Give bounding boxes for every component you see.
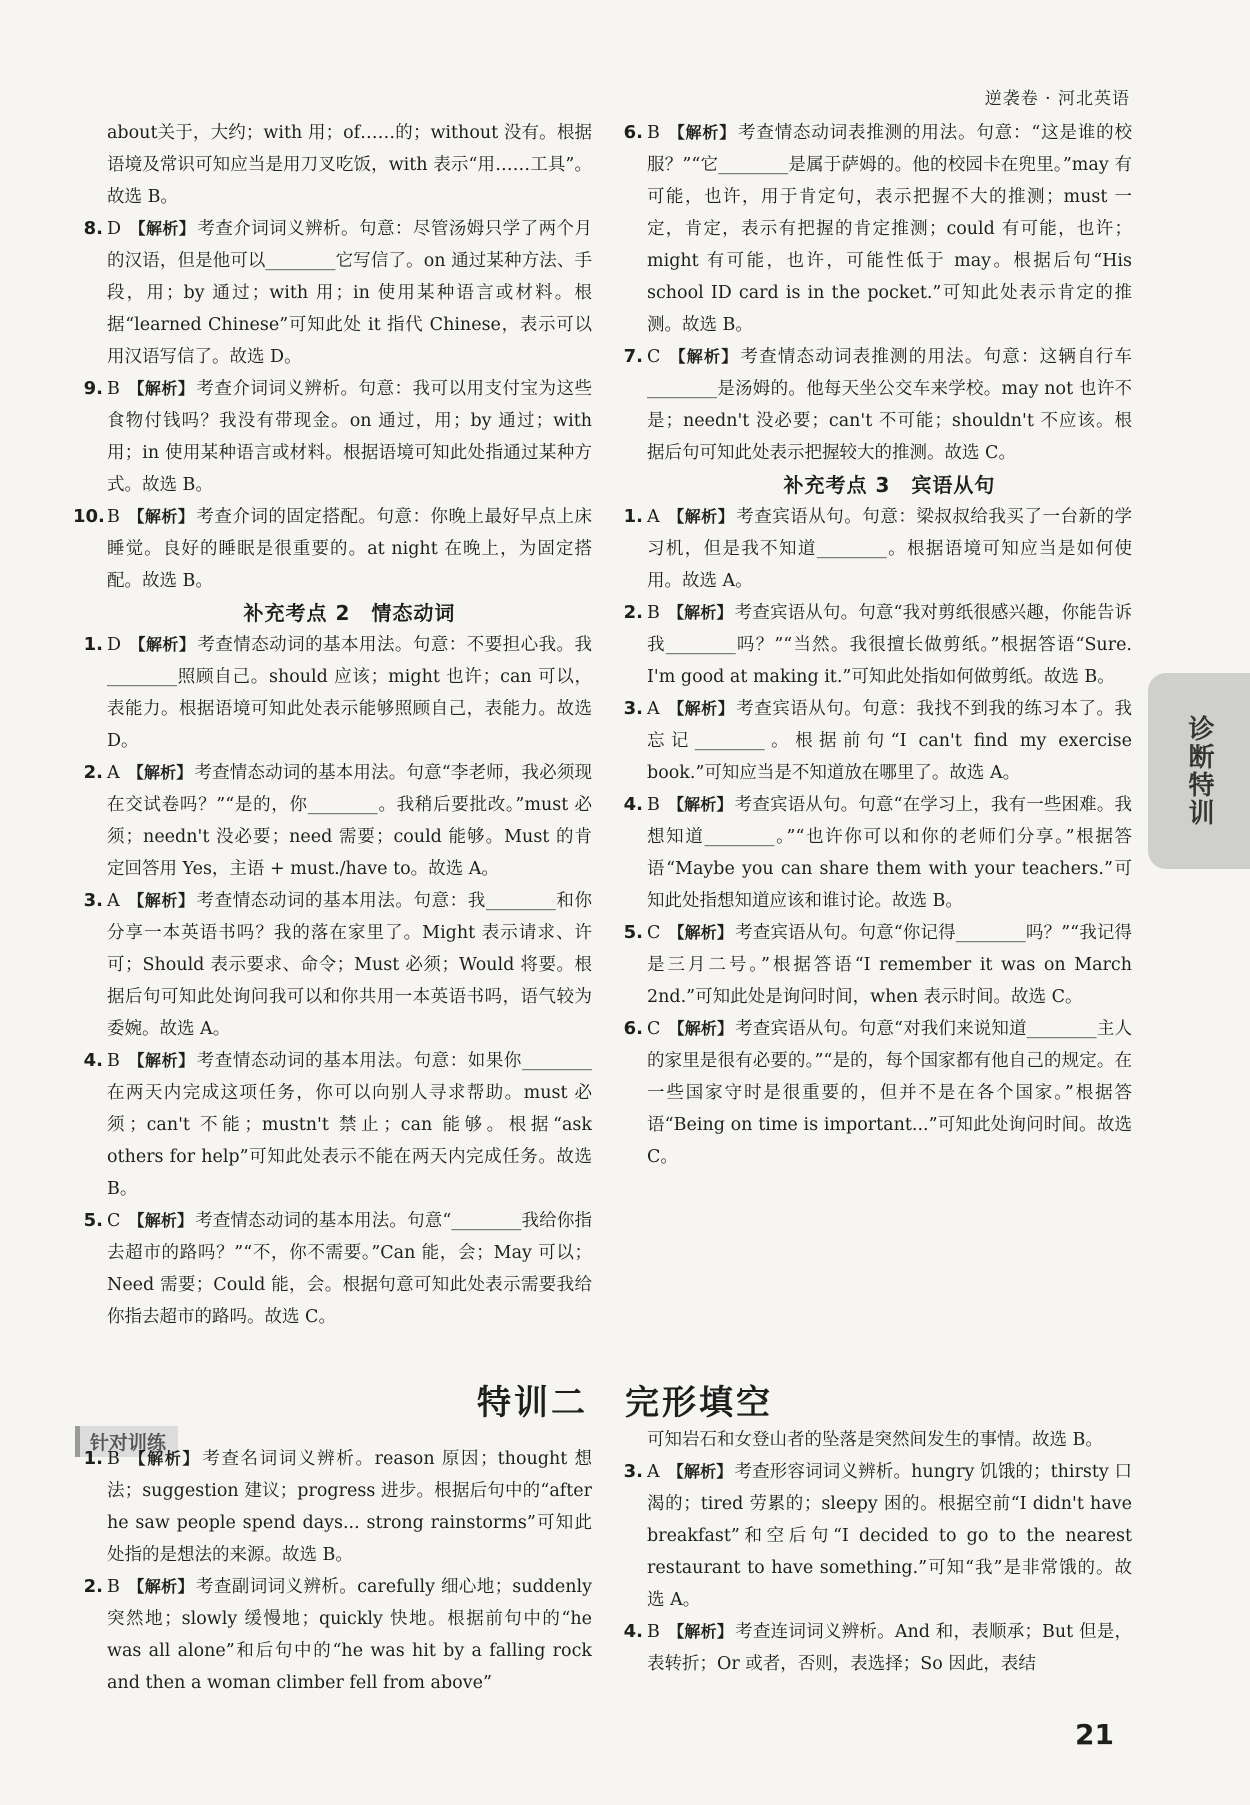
- analysis-tag: 【解析】: [667, 795, 733, 814]
- item-number: 6.: [623, 122, 643, 143]
- item-text: 考查宾语从句。句意：我找不到我的练习本了。我忘记________。根据前句“I can't find my exercise book.”可知应当是不知道放在哪里了。故选 A。: [647, 699, 1132, 783]
- item-number: 4.: [623, 1621, 643, 1642]
- answer-letter: A: [647, 507, 660, 527]
- answer-item: [623, 1456, 1132, 1616]
- item-number: 3.: [623, 698, 643, 719]
- answer-letter: B: [647, 123, 660, 143]
- answer-letter: C: [647, 1019, 661, 1039]
- item-number: 2.: [83, 762, 103, 783]
- item-text: 考查宾语从句。句意“你记得________吗？”“我记得是三月二号。”根据答语“I remember it was on March 2nd.”可知此处是询问时间，when 表示时间。故选 C。: [647, 923, 1132, 1007]
- analysis-tag: 【解析】: [668, 347, 739, 366]
- answer-item: [623, 693, 1132, 789]
- item-number: 4.: [83, 1050, 103, 1071]
- item-text: 考查宾语从句。句意：梁叔叔给我买了一台新的学习机，但是我不知道________。根据语境可知应当是如何使用。故选 A。: [647, 507, 1132, 591]
- analysis-tag: 【解析】: [668, 923, 734, 942]
- right-column-top: [623, 117, 1132, 1173]
- answer-letter: C: [107, 1211, 121, 1231]
- item-text: 考查情态动词的基本用法。句意“李老师，我必须现在交试卷吗？”“是的，你________。我稍后要批改。”must 必须；needn't 没必要；need 需要；could 能够。Must 的肯定回答用 Yes，主语 + must./have to。故选 A。: [107, 763, 592, 879]
- item-text: 考查介词词义辨析。句意：尽管汤姆只学了两个月的汉语，但是他可以________它写信了。on 通过某种方法、手段，用；by 通过；with 用；in 使用某种语言或材料。根据“learned Chinese”可知此处 it 指代 Chinese，表示可以用汉语写信了。故选 D。: [107, 219, 592, 367]
- answer-item: [623, 597, 1132, 693]
- answer-letter: B: [107, 1577, 120, 1597]
- answer-item: [83, 213, 592, 373]
- analysis-tag: 【解析】: [667, 1462, 733, 1481]
- item-text: 考查情态动词的基本用法。句意：不要担心我。我________照顾自己。should 应该；might 也许；can 可以，表能力。根据语境可知此处表示能够照顾自己，表能力。故选 D。: [107, 635, 592, 751]
- practice-label: 针对训练: [75, 1426, 178, 1457]
- answer-item: [83, 373, 592, 501]
- subsection-heading: 补充考点 3 宾语从句: [783, 473, 996, 497]
- answer-item: [73, 501, 592, 597]
- item-number: 1.: [623, 506, 643, 527]
- answer-item: [623, 341, 1132, 469]
- item-number: 1.: [83, 1448, 103, 1469]
- analysis-tag: 【解析】: [128, 1211, 194, 1230]
- item-text: 考查宾语从句。句意“我对剪纸很感兴趣，你能告诉我________吗？”“当然。我很擅长做剪纸。”根据答语“Sure. I'm good at making it.”可知此处指如何做剪纸。故选 B。: [647, 603, 1132, 687]
- item-number: 2.: [83, 1576, 103, 1597]
- answer-letter: D: [107, 219, 122, 239]
- left-column-top: [73, 117, 592, 1333]
- analysis-tag: 【解析】: [127, 379, 195, 398]
- item-number: 1.: [83, 634, 103, 655]
- analysis-tag: 【解析】: [127, 1449, 201, 1468]
- answer-item: [623, 117, 1132, 341]
- analysis-tag: 【解析】: [668, 1019, 734, 1038]
- answer-item: [83, 1205, 592, 1333]
- answer-letter: A: [107, 763, 120, 783]
- item-text: 考查情态动词的基本用法。句意：我________和你分享一本英语书吗？我的落在家里了。Might 表示请求、许可；Should 表示要求、命令；Must 必须；Would 将要。根据后句可知此处询问我可以和你共用一本英语书吗，语气较为委婉。故选 A。: [107, 891, 592, 1039]
- analysis-tag: 【解析】: [127, 1051, 195, 1070]
- answer-letter: B: [107, 1449, 120, 1469]
- answer-letter: A: [647, 1462, 660, 1482]
- analysis-tag: 【解析】: [667, 123, 737, 142]
- right-column-bottom: [623, 1424, 1132, 1680]
- answer-letter: B: [647, 603, 660, 623]
- item-text: 考查宾语从句。句意“在学习上，我有一些困难。我想知道________。”“也许你可以和你的老师们分享。”根据答语“Maybe you can share them with your teachers.”可知此处指想知道应该和谁讨论。故选 B。: [647, 795, 1132, 911]
- analysis-tag: 【解析】: [129, 219, 196, 238]
- page-number: 21: [1075, 1718, 1114, 1751]
- answer-item: [623, 789, 1132, 917]
- analysis-tag: 【解析】: [127, 763, 193, 782]
- answer-item: [623, 917, 1132, 1013]
- item-text: 考查情态动词表推测的用法。句意：“这是谁的校服？”“它________是属于萨姆的。他的校园卡在兜里。”may 有可能，也许，用于肯定句，表示把握不大的推测；must 一定，肯定，表示有把握的肯定推测；could 有可能，也许；might 有可能，也许，可能性低于 may。根据后句“His school ID card is in the pocket.”可知此处表示肯定的推测。故选 B。: [647, 123, 1132, 335]
- answer-letter: A: [647, 699, 660, 719]
- subsection-heading: 补充考点 2 情态动词: [243, 601, 456, 625]
- item-number: 5.: [83, 1210, 103, 1231]
- item-text: 考查情态动词的基本用法。句意：如果你________在两天内完成这项任务，你可以向别人寻求帮助。must 必须；can't 不能；mustn't 禁止；can 能够。根据“ask others for help”可知此处表示不能在两天内完成任务。故选 B。: [107, 1051, 592, 1199]
- item-text: 考查连词词义辨析。And 和，表顺承；But 但是，表转折；Or 或者，否则，表选择；So 因此，表结: [647, 1622, 1132, 1674]
- item-number: 2.: [623, 602, 643, 623]
- answer-letter: B: [647, 1622, 660, 1642]
- answer-letter: D: [107, 635, 122, 655]
- item-number: 5.: [623, 922, 643, 943]
- item-text: 考查宾语从句。句意“对我们来说知道________主人的家里是很有必要的。”“是的，每个国家都有他自己的规定。在一些国家守时是很重要的，但并不是在各个国家。”根据答语“Being on time is important...”可知此处询问时间。故选 C。: [647, 1019, 1132, 1167]
- analysis-tag: 【解析】: [667, 507, 735, 526]
- item-number: 7.: [623, 346, 643, 367]
- answer-item: [83, 629, 592, 757]
- answer-item: [83, 757, 592, 885]
- item-text: 考查形容词词义辨析。hungry 饥饿的；thirsty 口渴的；tired 劳累的；sleepy 困的。根据空前“I didn't have breakfast”和空后句“I decided to go to the nearest restaurant to have something.”可知“我”是非常饿的。故选 A。: [647, 1462, 1132, 1610]
- answer-item: [83, 885, 592, 1045]
- item-number: 3.: [623, 1461, 643, 1482]
- analysis-tag: 【解析】: [667, 699, 735, 718]
- answer-item: [623, 1616, 1132, 1680]
- analysis-tag: 【解析】: [667, 1622, 734, 1641]
- item-text: 考查情态动词的基本用法。句意“________我给你指去超市的路吗？”“不，你不需要。”Can 能，会；May 可以；Need 需要；Could 能，会。根据句意可知此处表示需要我给你指去超市的路吗。故选 C。: [107, 1211, 592, 1327]
- item-number: 8.: [83, 218, 103, 239]
- answer-item: [623, 1013, 1132, 1173]
- section-side-tab: 诊断特训: [1148, 673, 1250, 869]
- item-text: 考查情态动词表推测的用法。句意：这辆自行车________是汤姆的。他每天坐公交车来学校。may not 也许不是；needn't 没必要；can't 不可能；shouldn't 不应该。根据后句可知此处表示把握较大的推测。故选 C。: [647, 347, 1132, 463]
- item-text: 考查名词词义辨析。reason 原因；thought 想法；suggestion 建议；progress 进步。根据后句中的“after he saw people spend days... strong rainstorms”可知此处指的是想法的来源。故选 B。: [107, 1449, 592, 1565]
- analysis-tag: 【解析】: [127, 891, 195, 910]
- running-header: 逆袭卷 · 河北英语: [984, 89, 1130, 109]
- item-number: 6.: [623, 1018, 643, 1039]
- item-number: 3.: [83, 890, 103, 911]
- answer-letter: C: [647, 923, 661, 943]
- analysis-tag: 【解析】: [667, 603, 733, 622]
- analysis-tag: 【解析】: [129, 635, 196, 654]
- item-text: 考查副词词义辨析。carefully 细心地；suddenly 突然地；slowly 缓慢地；quickly 快地。根据前句中的“he was all alone”和后句中的“he was hit by a falling rock and then a woman climber fell from above”: [107, 1577, 592, 1693]
- answer-letter: B: [647, 795, 660, 815]
- section-title: 特训二 完形填空: [477, 1383, 773, 1423]
- answer-letter: C: [647, 347, 661, 367]
- item-text: 考查介词的固定搭配。句意：你晚上最好早点上床睡觉。良好的睡眠是很重要的。at night 在晚上，为固定搭配。故选 B。: [107, 507, 592, 591]
- item-number: 9.: [83, 378, 103, 399]
- answer-letter: B: [107, 379, 120, 399]
- analysis-tag: 【解析】: [127, 1577, 194, 1596]
- answer-letter: B: [107, 507, 120, 527]
- answer-item: [83, 1045, 592, 1205]
- item-number: 4.: [623, 794, 643, 815]
- analysis-tag: 【解析】: [127, 507, 195, 526]
- answer-item: [83, 1571, 592, 1699]
- answer-letter: A: [107, 891, 120, 911]
- item-text: 考查介词词义辨析。句意：我可以用支付宝为这些食物付钱吗？我没有带现金。on 通过，用；by 通过；with 用；in 使用某种语言或材料。根据语境可知此处指通过某种方式。故选 B。: [107, 379, 592, 495]
- continued-paragraph: 可知岩石和女登山者的坠落是突然间发生的事情。故选 B。: [647, 1430, 1103, 1450]
- answer-letter: B: [107, 1051, 120, 1071]
- continued-paragraph: about关于，大约；with 用；of……的；without 没有。根据语境及常识可知应当是用刀叉吃饭，with 表示“用……工具”。故选 B。: [107, 123, 592, 207]
- item-number: 10.: [73, 506, 105, 527]
- answer-item: [623, 501, 1132, 597]
